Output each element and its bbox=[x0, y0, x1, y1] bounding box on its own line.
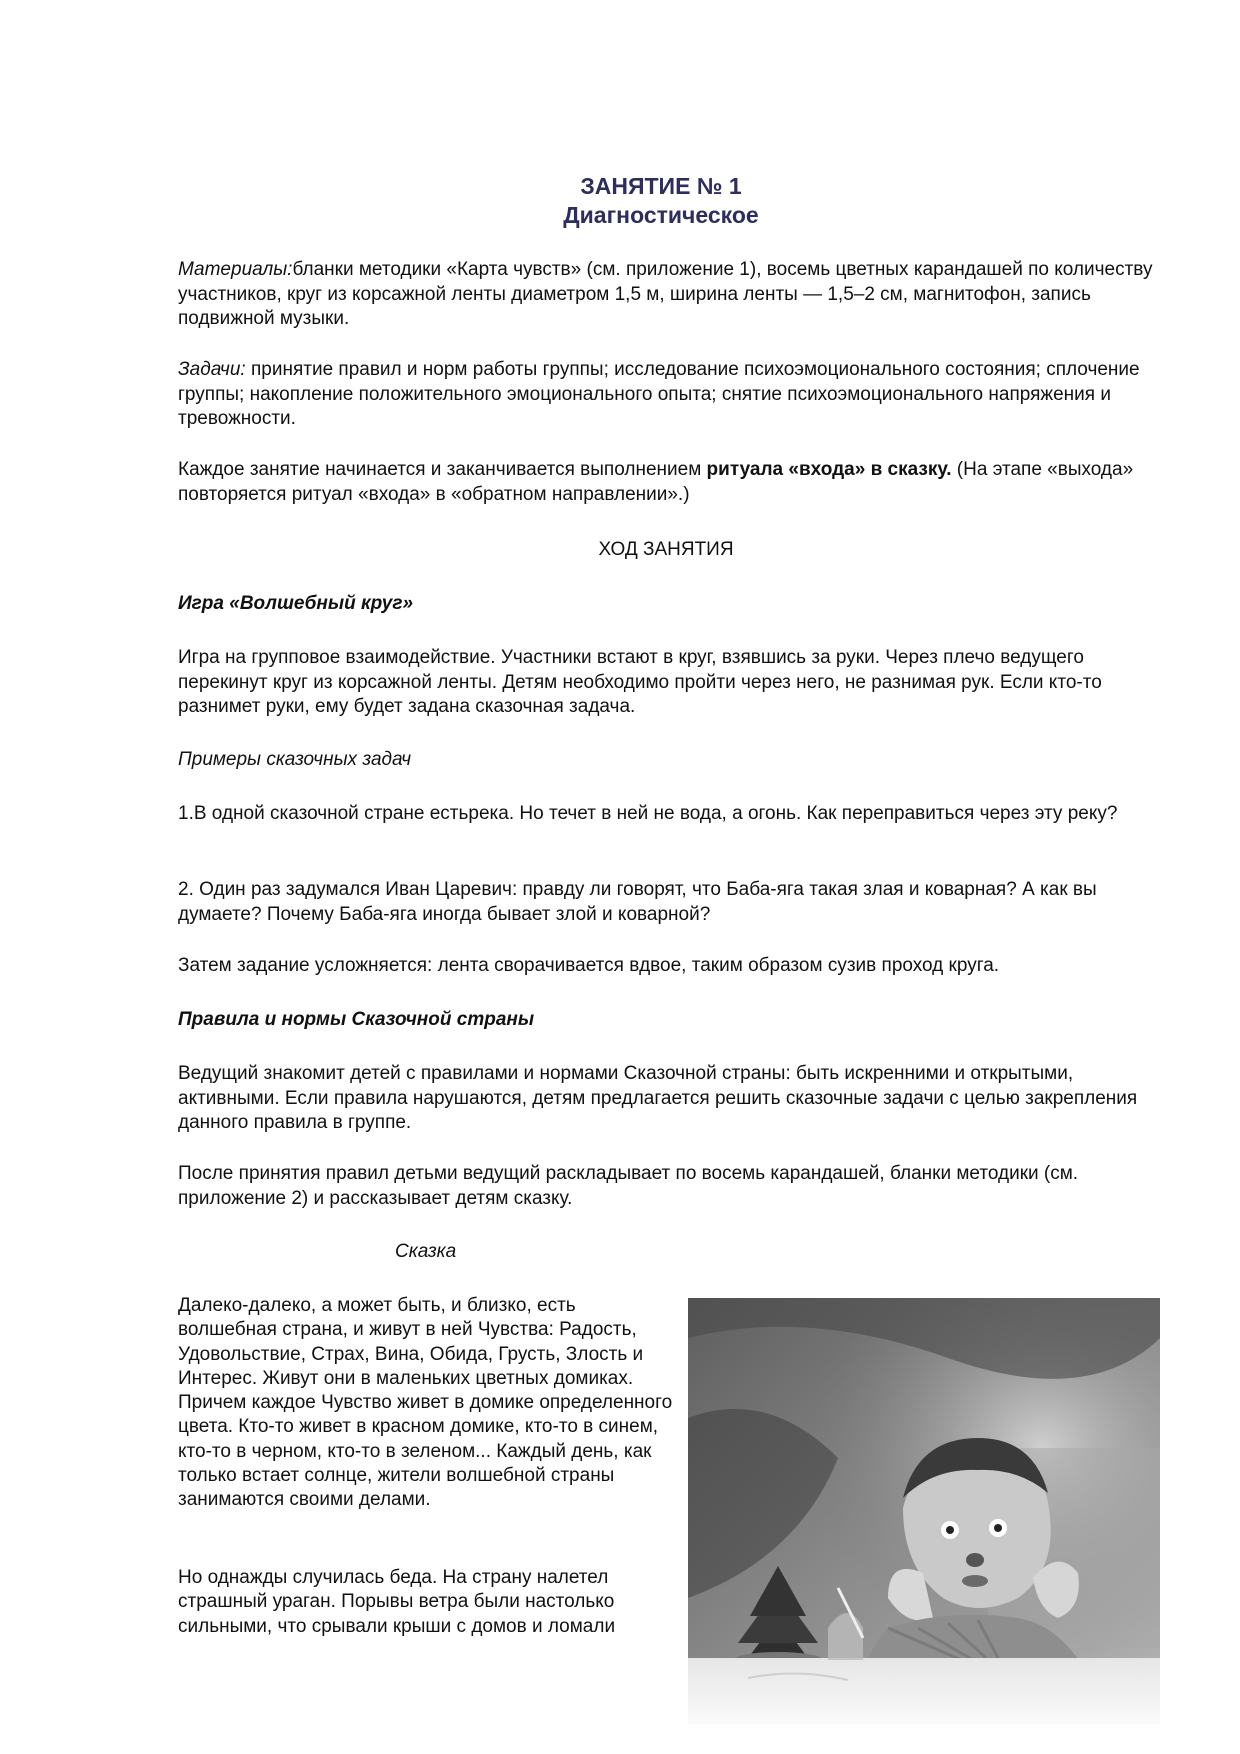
materials-paragraph bbox=[178, 258, 1168, 332]
tasks-paragraph bbox=[178, 358, 1168, 432]
tasks-text: принятие правил и норм работы группы; исследование психоэмоционального состояния; сплочение группы; накопление положительного эмоционального опыта; снятие психоэмоционального напряжения и тревожности. bbox=[178, 359, 1140, 429]
materials-label: Материалы: bbox=[178, 259, 293, 280]
game-title: Игра «Волшебный круг» bbox=[178, 593, 414, 614]
ritual-text-after: (На этапе «выхода» повторяется ритуал «входа» в «обратном направлении».) bbox=[178, 459, 1134, 505]
complication-text: Затем задание усложняется: лента сворачивается вдвое, таким образом сузив проход круга. bbox=[178, 955, 1000, 976]
section-heading: ХОД ЗАНЯТИЯ bbox=[598, 539, 734, 560]
example-item-1: 1.В одной сказочной стране естьрека. Но течет в ней не вода, а огонь. Как переправиться через эту реку? bbox=[178, 803, 1118, 824]
rules-title: Правила и нормы Сказочной страны bbox=[178, 1009, 535, 1030]
examples-title: Примеры сказочных задач bbox=[178, 749, 412, 770]
rules-after-text: После принятия правил детьми ведущий раскладывает по восемь карандашей, бланки методики (см. приложение 2) и рассказывает детям сказку. bbox=[178, 1163, 1079, 1209]
game-text: Игра на групповое взаимодействие. Участники встают в круг, взявшись за руки. Через плечо ведущего перекинут круг из корсажной ленты. Детям необходимо пройти через него, не разнимая рук. Если кто-то разнимет руки, ему будет задана сказочная задача. bbox=[178, 647, 1102, 717]
photo-illustration bbox=[688, 1298, 1160, 1724]
tale-paragraph-2: Но однажды случилась беда. На страну налетел страшный ураган. Порывы ветра были настолько сильными, что срывали крыши с домов и ломали bbox=[178, 1567, 616, 1637]
lesson-title: ЗАНЯТИЕ № 1 bbox=[580, 173, 742, 199]
rules-text: Ведущий знакомит детей с правилами и нормами Сказочной страны: быть искренними и открытыми, активными. Если правила нарушаются, детям предлагается решить сказочные задачи с целью закрепления данного правила в группе. bbox=[178, 1063, 1138, 1133]
tale-title: Сказка bbox=[395, 1241, 457, 1262]
tale-paragraph-1: Далеко-далеко, а может быть, и близко, есть волшебная страна, и живут в ней Чувства: Радость, Удовольствие, Страх, Вина, Обида, Грусть, Злость и Интерес. Живут они в маленьких цветных домиках. Причем каждое Чувство живет в домике определенного цвета. Кто-то живет в красном домике, кто-то в синем, кто-то в черном, кто-то в зеленом... Каждый день, как только встает солнце, жители волшебной страны занимаются своими делами. bbox=[178, 1295, 673, 1511]
child-clown-photo bbox=[688, 1298, 1160, 1724]
ritual-paragraph bbox=[178, 458, 1168, 507]
ritual-bold: ритуала «входа» в сказку. bbox=[706, 459, 952, 480]
materials-text: бланки методики «Карта чувств» (см. приложение 1), восемь цветных карандашей по количеству участников, круг из корсажной ленты диаметром 1,5 м, ширина ленты — 1,5–2 см, магнитофон, запись подвижной музыки. bbox=[178, 259, 1153, 329]
example-item-2: 2. Один раз задумался Иван Царевич: правду ли говорят, что Баба-яга такая злая и коварная? А как вы думаете? Почему Баба-яга иногда бывает злой и коварной? bbox=[178, 879, 1097, 925]
tasks-label: Задачи: bbox=[178, 359, 246, 380]
lesson-subtitle: Диагностическое bbox=[563, 202, 759, 228]
ritual-text-before: Каждое занятие начинается и заканчивается выполнением bbox=[178, 459, 707, 480]
